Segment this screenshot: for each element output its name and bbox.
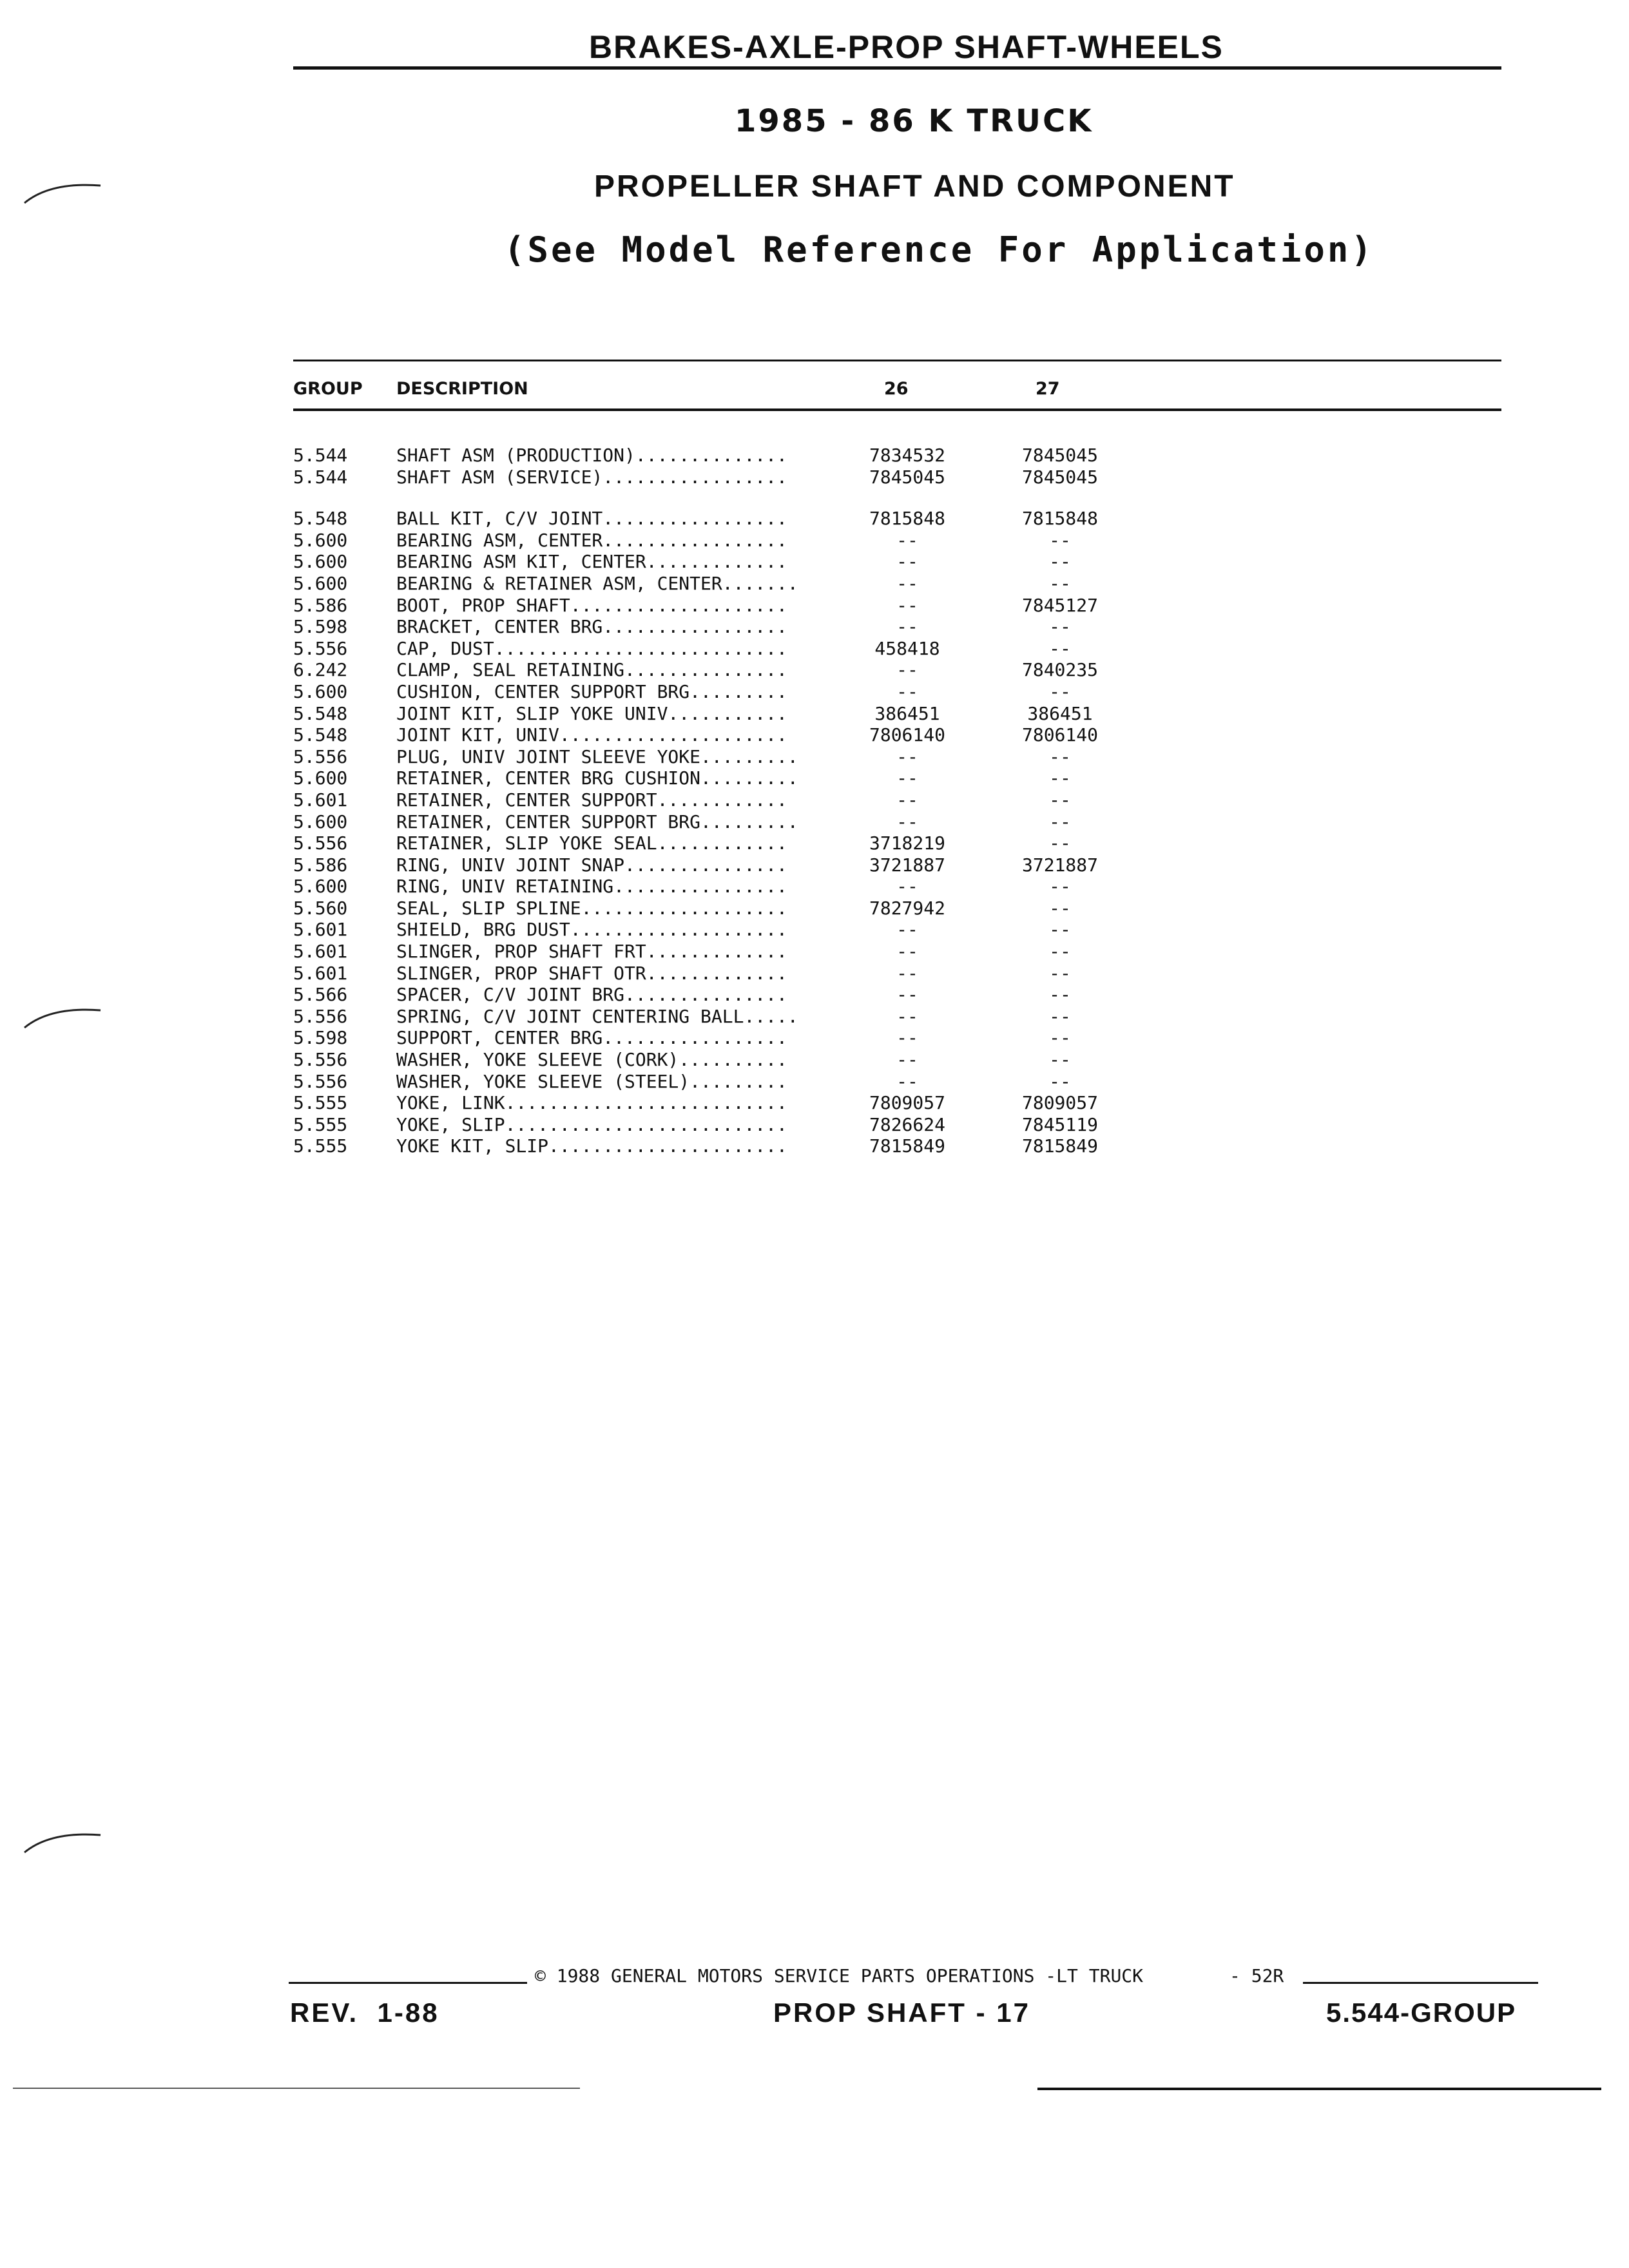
table-row xyxy=(293,508,1131,530)
cell-model-26: 7815848 xyxy=(869,508,945,530)
cell-description: SLINGER, PROP SHAFT OTR............. xyxy=(396,962,787,984)
table-row xyxy=(293,1114,1131,1136)
bottom-rule-right xyxy=(1037,2088,1601,2090)
table-row xyxy=(293,984,1131,1006)
cell-model-26: -- xyxy=(896,811,918,832)
cell-description: SLINGER, PROP SHAFT FRT............. xyxy=(396,941,787,963)
cell-description: JOINT KIT, UNIV..................... xyxy=(396,724,787,746)
table-row xyxy=(293,551,1131,573)
cell-group: 5.586 xyxy=(293,594,348,616)
footer-section-page: PROP SHAFT - 17 xyxy=(773,1997,1030,2028)
revision-label: REV. 1-88 xyxy=(290,1997,439,2028)
reference-note: (See Model Reference For Application) xyxy=(504,229,1374,270)
parts-table-body xyxy=(293,445,1131,1157)
table-header-top-rule xyxy=(293,360,1501,361)
cell-model-26: 386451 xyxy=(874,702,940,724)
cell-description: SEAL, SLIP SPLINE................... xyxy=(396,897,787,919)
cell-model-27: -- xyxy=(1049,1005,1071,1027)
cell-model-26: 7827942 xyxy=(869,897,945,919)
cell-group: 5.600 xyxy=(293,811,348,832)
column-header-group: GROUP xyxy=(293,379,363,399)
cell-model-27: -- xyxy=(1049,789,1071,811)
table-row xyxy=(293,659,1131,681)
table-row xyxy=(293,445,1131,466)
cell-model-27: -- xyxy=(1049,832,1071,854)
footer-group-ref: 5.544-GROUP xyxy=(1326,1997,1517,2028)
cell-model-27: -- xyxy=(1049,962,1071,984)
column-header-26: 26 xyxy=(884,379,909,399)
copyright-text: © 1988 GENERAL MOTORS SERVICE PARTS OPERATIONS -LT TRUCK xyxy=(535,1965,1144,1986)
cell-description: SHAFT ASM (PRODUCTION).............. xyxy=(396,445,787,466)
cell-description: BOOT, PROP SHAFT.................... xyxy=(396,594,787,616)
cell-model-26: -- xyxy=(896,941,918,963)
cell-group: 5.560 xyxy=(293,897,348,919)
cell-model-26: -- xyxy=(896,745,918,767)
cell-group: 5.556 xyxy=(293,1005,348,1027)
cell-group: 5.555 xyxy=(293,1135,348,1157)
cell-model-27: -- xyxy=(1049,529,1071,551)
cell-group: 5.556 xyxy=(293,832,348,854)
table-row xyxy=(293,746,1131,768)
cell-description: WASHER, YOKE SLEEVE (STEEL)......... xyxy=(396,1070,787,1092)
table-row xyxy=(293,789,1131,811)
cell-description: SPRING, C/V JOINT CENTERING BALL..... xyxy=(396,1005,798,1027)
cell-group: 5.555 xyxy=(293,1113,348,1135)
cell-group: 5.548 xyxy=(293,508,348,530)
cell-description: YOKE, LINK.......................... xyxy=(396,1092,787,1114)
table-row xyxy=(293,1006,1131,1028)
cell-model-26: -- xyxy=(896,616,918,638)
cell-model-27: 7845119 xyxy=(1021,1113,1098,1135)
table-row xyxy=(293,638,1131,660)
table-row xyxy=(293,1092,1131,1114)
cell-model-26: 7834532 xyxy=(869,445,945,466)
cell-model-27: 7806140 xyxy=(1021,724,1098,746)
cell-model-27: 386451 xyxy=(1027,702,1093,724)
table-row xyxy=(293,681,1131,703)
cell-group: 5.600 xyxy=(293,529,348,551)
cell-model-27: -- xyxy=(1049,941,1071,963)
cell-description: CAP, DUST........................... xyxy=(396,637,787,659)
cell-group: 5.600 xyxy=(293,680,348,702)
bottom-rule-left xyxy=(13,2088,580,2089)
cell-group: 5.586 xyxy=(293,854,348,876)
cell-model-27: -- xyxy=(1049,680,1071,702)
table-header-bottom-rule xyxy=(293,408,1501,411)
table-row xyxy=(293,595,1131,617)
cell-model-27: -- xyxy=(1049,1070,1071,1092)
column-header-27: 27 xyxy=(1036,379,1060,399)
cell-model-27: -- xyxy=(1049,811,1071,832)
cell-model-27: -- xyxy=(1049,637,1071,659)
footer-rule-right xyxy=(1303,1982,1538,1984)
table-row xyxy=(293,963,1131,985)
table-row xyxy=(293,898,1131,919)
cell-model-26: -- xyxy=(896,659,918,681)
cell-model-27: 7845127 xyxy=(1021,594,1098,616)
cell-model-27: -- xyxy=(1049,919,1071,941)
binder-mark-1 xyxy=(18,174,108,213)
cell-group: 5.598 xyxy=(293,616,348,638)
cell-model-27: 7845045 xyxy=(1021,445,1098,466)
cell-description: YOKE KIT, SLIP...................... xyxy=(396,1135,787,1157)
table-row xyxy=(293,1135,1131,1157)
cell-model-26: -- xyxy=(896,962,918,984)
table-row xyxy=(293,703,1131,725)
cell-model-26: -- xyxy=(896,919,918,941)
cell-group: 5.544 xyxy=(293,466,348,488)
cell-model-26: -- xyxy=(896,789,918,811)
model-title: 1985 - 86 K TRUCK xyxy=(735,103,1094,139)
cell-group: 5.598 xyxy=(293,1027,348,1049)
page-code: - 52R xyxy=(1229,1965,1284,1986)
table-row xyxy=(293,466,1131,488)
cell-model-26: -- xyxy=(896,572,918,594)
table-row xyxy=(293,767,1131,789)
header-rule xyxy=(293,66,1501,70)
cell-model-26: 7815849 xyxy=(869,1135,945,1157)
cell-description: RING, UNIV RETAINING................ xyxy=(396,876,787,898)
table-row xyxy=(293,1049,1131,1071)
cell-description: JOINT KIT, SLIP YOKE UNIV........... xyxy=(396,702,787,724)
cell-description: CLAMP, SEAL RETAINING............... xyxy=(396,659,787,681)
cell-group: 5.600 xyxy=(293,876,348,898)
cell-description: RETAINER, CENTER SUPPORT BRG......... xyxy=(396,811,798,832)
cell-model-26: -- xyxy=(896,551,918,573)
cell-group: 5.548 xyxy=(293,702,348,724)
table-row xyxy=(293,530,1131,552)
cell-model-27: 7809057 xyxy=(1021,1092,1098,1114)
cell-group: 5.556 xyxy=(293,637,348,659)
table-row xyxy=(293,854,1131,876)
cell-model-27: -- xyxy=(1049,984,1071,1006)
cell-group: 5.544 xyxy=(293,445,348,466)
cell-group: 5.566 xyxy=(293,984,348,1006)
cell-group: 5.556 xyxy=(293,1049,348,1071)
cell-model-27: 7815848 xyxy=(1021,508,1098,530)
section-title: BRAKES-AXLE-PROP SHAFT-WHEELS xyxy=(589,29,1224,65)
cell-group: 6.242 xyxy=(293,659,348,681)
cell-model-27: 3721887 xyxy=(1021,854,1098,876)
cell-model-26: -- xyxy=(896,1070,918,1092)
cell-model-26: -- xyxy=(896,680,918,702)
cell-model-27: -- xyxy=(1049,876,1071,898)
cell-group: 5.555 xyxy=(293,1092,348,1114)
cell-description: BEARING & RETAINER ASM, CENTER....... xyxy=(396,572,798,594)
cell-model-26: 7806140 xyxy=(869,724,945,746)
cell-model-27: 7815849 xyxy=(1021,1135,1098,1157)
cell-model-26: -- xyxy=(896,876,918,898)
cell-model-27: -- xyxy=(1049,616,1071,638)
cell-model-26: 458418 xyxy=(874,637,940,659)
cell-description: YOKE, SLIP.......................... xyxy=(396,1113,787,1135)
cell-group: 5.601 xyxy=(293,919,348,941)
cell-model-27: 7845045 xyxy=(1021,466,1098,488)
table-row xyxy=(293,573,1131,595)
binder-mark-3 xyxy=(18,1823,108,1862)
cell-description: BEARING ASM, CENTER................. xyxy=(396,529,787,551)
cell-description: PLUG, UNIV JOINT SLEEVE YOKE......... xyxy=(396,745,798,767)
cell-description: SPACER, C/V JOINT BRG............... xyxy=(396,984,787,1006)
cell-model-27: -- xyxy=(1049,897,1071,919)
table-row xyxy=(293,811,1131,833)
column-header-description: DESCRIPTION xyxy=(396,379,528,399)
cell-group: 5.548 xyxy=(293,724,348,746)
cell-model-26: 7809057 xyxy=(869,1092,945,1114)
cell-description: BRACKET, CENTER BRG................. xyxy=(396,616,787,638)
cell-description: SUPPORT, CENTER BRG................. xyxy=(396,1027,787,1049)
cell-model-27: -- xyxy=(1049,745,1071,767)
cell-model-26: 3721887 xyxy=(869,854,945,876)
cell-group: 5.601 xyxy=(293,789,348,811)
cell-model-26: -- xyxy=(896,529,918,551)
cell-model-27: -- xyxy=(1049,1049,1071,1071)
cell-model-27: -- xyxy=(1049,551,1071,573)
component-title: PROPELLER SHAFT AND COMPONENT xyxy=(594,169,1235,204)
cell-description: BEARING ASM KIT, CENTER............. xyxy=(396,551,787,573)
cell-description: RETAINER, CENTER SUPPORT............ xyxy=(396,789,787,811)
cell-group: 5.601 xyxy=(293,941,348,963)
cell-group: 5.556 xyxy=(293,745,348,767)
cell-model-26: 3718219 xyxy=(869,832,945,854)
cell-model-26: 7845045 xyxy=(869,466,945,488)
cell-model-26: -- xyxy=(896,1005,918,1027)
cell-model-26: 7826624 xyxy=(869,1113,945,1135)
cell-description: RING, UNIV JOINT SNAP............... xyxy=(396,854,787,876)
table-row xyxy=(293,616,1131,638)
cell-group: 5.600 xyxy=(293,767,348,789)
table-row xyxy=(293,876,1131,898)
cell-model-27: -- xyxy=(1049,1027,1071,1049)
cell-description: RETAINER, CENTER BRG CUSHION......... xyxy=(396,767,798,789)
table-row xyxy=(293,1071,1131,1093)
cell-description: RETAINER, SLIP YOKE SEAL............ xyxy=(396,832,787,854)
cell-description: WASHER, YOKE SLEEVE (CORK).......... xyxy=(396,1049,787,1071)
cell-model-26: -- xyxy=(896,767,918,789)
cell-group: 5.556 xyxy=(293,1070,348,1092)
footer-rule-left xyxy=(289,1982,527,1984)
cell-group: 5.600 xyxy=(293,572,348,594)
table-row xyxy=(293,941,1131,963)
cell-model-26: -- xyxy=(896,1027,918,1049)
cell-model-26: -- xyxy=(896,594,918,616)
cell-model-27: -- xyxy=(1049,767,1071,789)
binder-mark-2 xyxy=(18,999,108,1037)
cell-description: CUSHION, CENTER SUPPORT BRG......... xyxy=(396,680,787,702)
table-row xyxy=(293,919,1131,941)
cell-model-27: 7840235 xyxy=(1021,659,1098,681)
cell-description: SHIELD, BRG DUST.................... xyxy=(396,919,787,941)
cell-description: SHAFT ASM (SERVICE)................. xyxy=(396,466,787,488)
table-row xyxy=(293,1027,1131,1049)
table-row xyxy=(293,724,1131,746)
table-row xyxy=(293,832,1131,854)
cell-model-26: -- xyxy=(896,984,918,1006)
cell-model-27: -- xyxy=(1049,572,1071,594)
cell-group: 5.601 xyxy=(293,962,348,984)
cell-group: 5.600 xyxy=(293,551,348,573)
cell-description: BALL KIT, C/V JOINT................. xyxy=(396,508,787,530)
cell-model-26: -- xyxy=(896,1049,918,1071)
